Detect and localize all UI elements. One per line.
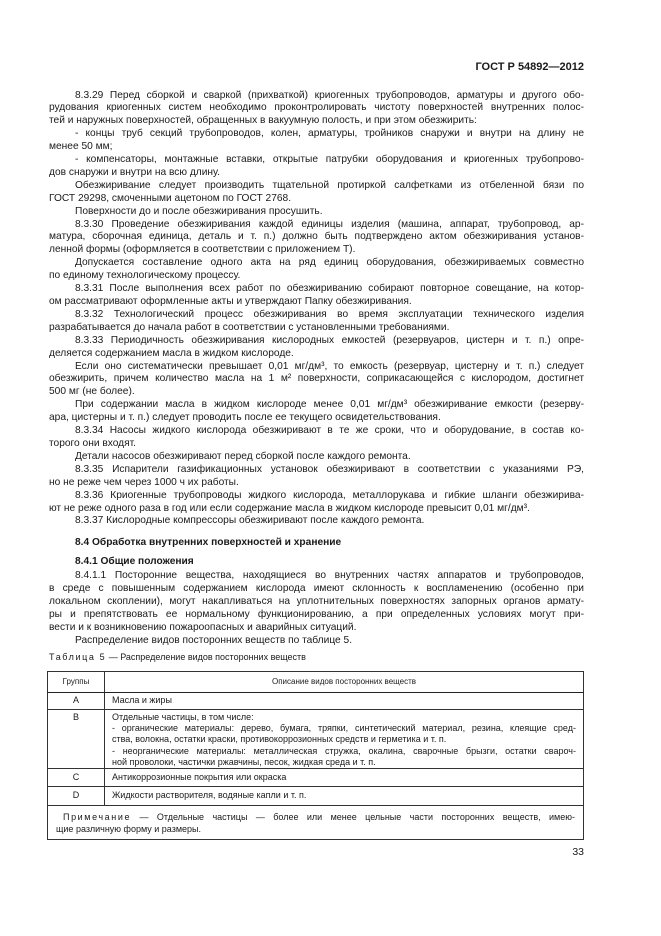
- paragraph: [49, 154, 584, 180]
- group-cell: B: [48, 710, 105, 769]
- paragraph-line: 8.3.34 Насосы жидкого кислорода обезжиривают в те же сроки, что и оборудование, в состав ко-: [75, 425, 584, 437]
- group-cell: A: [48, 693, 105, 710]
- paragraph: [49, 180, 584, 206]
- paragraph: [49, 283, 584, 309]
- paragraph: [49, 335, 584, 361]
- paragraph-line: - концы труб секций трубопроводов, колен, арматуры, тройников снаружи и внутри на длину не: [75, 128, 584, 140]
- paragraph: [49, 361, 584, 400]
- paragraph-line: ара, цистерны и т. п.) следует проводить после ее текущего освидетельствования.: [49, 412, 441, 424]
- cell-line: - неорганические материалы: металлическая стружка, окалина, сварочные брызги, остатки свароч-: [112, 745, 576, 756]
- table-row: [48, 693, 584, 710]
- paragraph-line: 8.3.35 Испарители газификационных установок обезжиривают в соответствии с указаниями РЭ,: [75, 463, 584, 475]
- note-line: щие различную форму и размеры.: [56, 824, 201, 835]
- paragraph-line: - компенсаторы, монтажные вставки, открытые патрубки оборудования и криогенных трубопрово-: [75, 154, 584, 166]
- cell-line: ства, волокна, остатки краски, противокоррозионных средств и герметика и т. п.: [112, 734, 447, 745]
- paragraph-line: тей и наружных поверхностей, обращенных в вакуумную полость, и при этом обезжирить:: [49, 115, 477, 127]
- description-cell: [105, 769, 584, 787]
- note-text: — Отдельные частицы — более или менее цельные части посторонних веществ, имею-: [139, 812, 575, 823]
- paragraph: [49, 490, 584, 516]
- cell-line: - органические материалы: дерево, бумага, тряпки, синтетический материал, резина, клеящие сред-: [112, 723, 576, 734]
- paragraph-line: локальном скоплении), могут накапливаться на уплотнительных поверхностях запорных органов армату-: [49, 596, 584, 608]
- paragraph: [49, 257, 584, 283]
- foreign-substances-table: [47, 671, 584, 840]
- paragraph-line: ры и препятствовать ее нормальному функционированию, а при определенных условиях могут при-: [49, 609, 584, 621]
- note-line: [56, 811, 575, 823]
- section-8-4-text: [49, 570, 584, 647]
- paragraph-line: разрабатывается до начала работ в соответствии с установленными требованиями.: [49, 321, 450, 333]
- paragraph-line: ют не реже одного раза в год или если содержание масла в жидком кислороде превысит 0,01 мг/дм³.: [49, 502, 530, 514]
- paragraph: [49, 128, 584, 154]
- description-cell: [105, 787, 584, 806]
- paragraph-line: Детали насосов обезжиривают перед сборкой после каждого ремонта.: [75, 450, 411, 462]
- paragraph-line: ленной формы (оформляется в соответствии с приложением Т).: [49, 244, 356, 256]
- paragraph-line: по единому технологическому процессу.: [49, 270, 241, 282]
- paragraph-line: матура, сборочная единица, деталь и т. п.) должно быть подтверждено актом обезжиривания установ-: [49, 231, 584, 243]
- paragraph-line: вести и к возникновению пожароопасных и аварийных ситуаций.: [49, 621, 357, 633]
- paragraph: [49, 570, 584, 635]
- section-8-3-text: [49, 90, 584, 529]
- paragraph-line: 8.3.30 Проведение обезжиривания каждой единицы изделия (машина, аппарат, трубопровод, ар-: [75, 218, 584, 230]
- paragraph: [49, 309, 584, 335]
- table-caption: [47, 651, 584, 663]
- paragraph: [49, 515, 584, 528]
- paragraph-line: дов снаружи и внутри на всю длину.: [49, 166, 220, 178]
- note-label: Примечание: [63, 812, 132, 823]
- paragraph-line: 8.3.37 Кислородные компрессоры обезжиривают после каждого ремонта.: [75, 515, 425, 527]
- table-caption-label: Таблица 5: [49, 652, 107, 662]
- subsection-heading: 8.4.1 Общие положения: [75, 556, 194, 568]
- table-row: [48, 710, 584, 769]
- cell-line: ной проволоки, частички ржавчины, песок, жидкая среда и т. п.: [112, 756, 376, 767]
- table-note-row: [48, 806, 584, 840]
- paragraph: [49, 464, 584, 490]
- paragraph-line: но не реже чем через 1000 ч их работы.: [49, 476, 239, 488]
- paragraph: [49, 219, 584, 258]
- paragraph-line: деляется содержанием масла в жидком кислороде.: [49, 347, 294, 359]
- paragraph-line: 8.3.31 После выполнения всех работ по обезжириванию собирают повторное совещание, на котор-: [75, 283, 584, 295]
- paragraph-line: 8.3.36 Криогенные трубопроводы жидкого кислорода, металлорукава и гибкие шланги обезжирива-: [75, 489, 584, 501]
- paragraph-line: 8.3.29 Перед сборкой и сваркой (прихваткой) криогенных трубопроводов, арматуры и другого обо-: [75, 89, 584, 101]
- group-cell: D: [48, 787, 105, 806]
- header-groups: Группы: [48, 672, 105, 693]
- cell-line: Отдельные частицы, в том числе:: [112, 712, 254, 722]
- document-code: ГОСТ Р 54892—2012: [475, 61, 584, 73]
- table-row: [48, 769, 584, 787]
- table-caption-title: — Распределение видов посторонних веществ: [108, 652, 306, 662]
- table-row: [48, 787, 584, 806]
- paragraph-line: Распределение видов посторонних веществ по таблице 5.: [75, 634, 353, 646]
- paragraph-line: Обезжиривание следует производить тщательной протиркой салфетками из отбеленной бязи по: [75, 179, 584, 191]
- group-cell: C: [48, 769, 105, 787]
- paragraph-line: Поверхности до и после обезжиривания просушить.: [75, 205, 323, 217]
- paragraph: [49, 90, 584, 129]
- table-block: [47, 651, 584, 840]
- paragraph-line: торого они входят.: [49, 437, 137, 449]
- paragraph: [49, 425, 584, 451]
- paragraph-line: 8.4.1.1 Посторонние вещества, находящиеся во внутренних частях аппаратов и трубопроводов,: [75, 570, 584, 582]
- cell-line: Антикоррозионные покрытия или окраска: [112, 771, 287, 782]
- section-8-4: [49, 537, 584, 648]
- cell-line: Масла и жиры: [112, 695, 172, 706]
- paragraph-line: Допускается составление одного акта на ряд единиц оборудования, обезжириваемых совместно: [75, 257, 584, 269]
- page-number: 33: [572, 846, 584, 858]
- paragraph: [49, 399, 584, 425]
- description-cell: [105, 710, 584, 769]
- paragraph-line: 8.3.33 Периодичность обезжиривания кислородных емкостей (резервуаров, цистерн и т. п.) опре-: [75, 334, 584, 346]
- description-cell: [105, 693, 584, 710]
- paragraph: [49, 206, 584, 219]
- section-heading: 8.4 Обработка внутренних поверхностей и хранение: [75, 536, 342, 548]
- paragraph-line: менее 50 мм;: [49, 141, 113, 153]
- paragraph-line: обезжирить, причем количество масла на 1 м² поверхности, соприкасающейся с кислородом, достигнет: [49, 373, 584, 385]
- table-header-row: [48, 672, 584, 693]
- paragraph-line: ГОСТ 29298, смоченными ацетоном по ГОСТ 2768.: [49, 192, 292, 204]
- paragraph-line: Если оно систематически превышает 0,01 мг/дм³, то емкость (резервуар, цистерну и т. п.) следует: [75, 360, 584, 372]
- paragraph-line: ом рассматривают оформленные акты и утверждают Папку обезжиривания.: [49, 296, 412, 307]
- header-description: Описание видов посторонних веществ: [105, 672, 584, 693]
- paragraph-line: в среде с повышенным содержанием кислорода имеют склонность к воспламенению (особенно при: [49, 583, 584, 595]
- paragraph-line: При содержании масла в жидком кислороде менее 0,01 мг/дм³ обезжиривание емкости (резерву-: [75, 399, 584, 411]
- paragraph-line: 500 мг (не более).: [49, 386, 135, 398]
- cell-line: Жидкости растворителя, водяные капли и т. п.: [112, 790, 307, 801]
- paragraph-line: 8.3.32 Технологический процесс обезжиривания во время эксплуатации технического изделия: [75, 308, 584, 320]
- paragraph-line: рудования криогенных систем необходимо проконтролировать чистоту поверхностей внутренних полос-: [49, 102, 584, 114]
- note-cell: [48, 806, 584, 840]
- paragraph: [49, 635, 584, 648]
- paragraph: [49, 451, 584, 464]
